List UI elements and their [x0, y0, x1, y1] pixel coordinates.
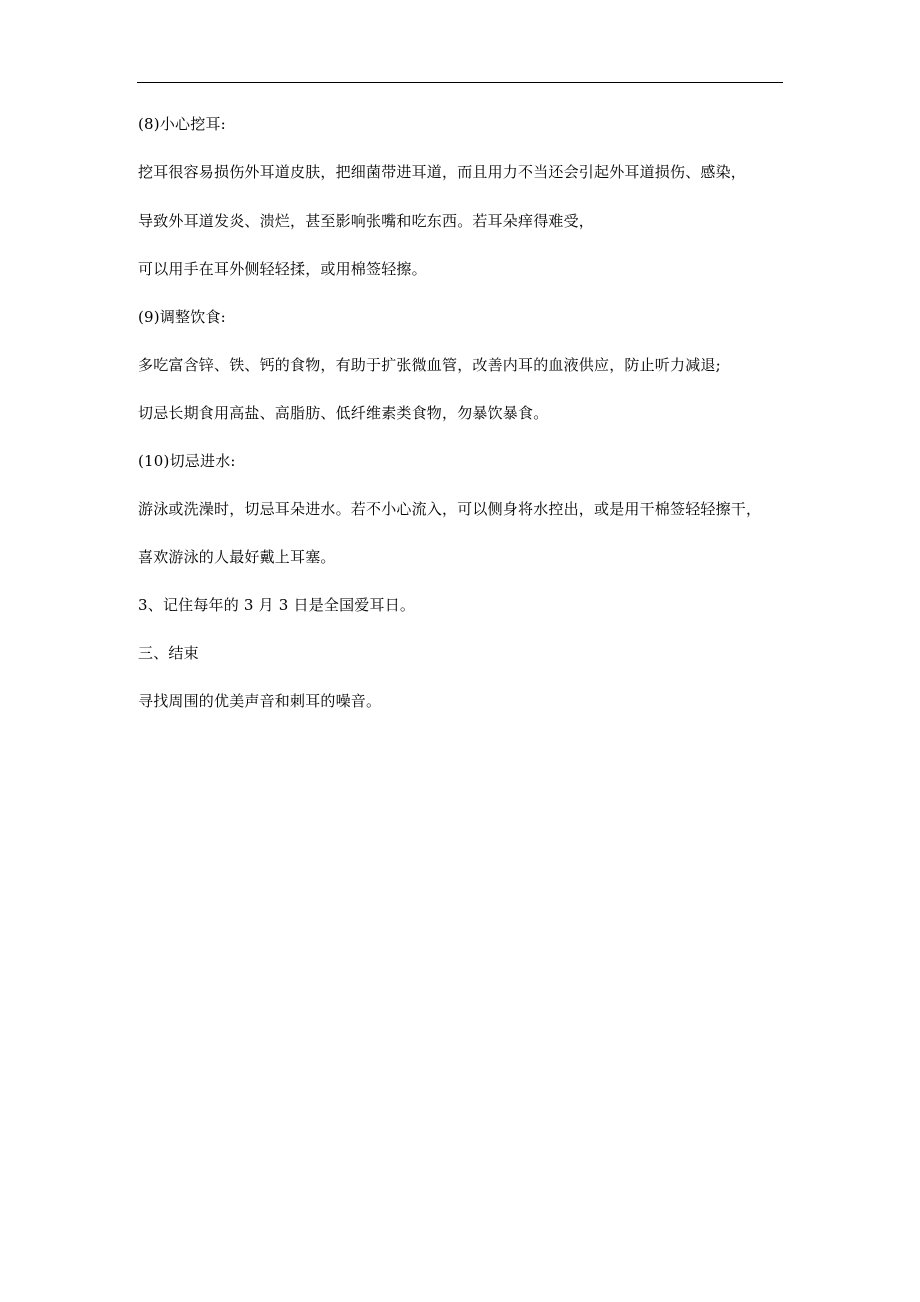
- paragraph-line: 寻找周围的优美声音和刺耳的噪音。: [138, 692, 382, 710]
- paragraph-line: 多吃富含锌、铁、钙的食物，有助于扩张微血管，改善内耳的血液供应，防止听力减退;: [138, 356, 721, 374]
- paragraph-line: 切忌长期食用高盐、高脂肪、低纤维素类食物，勿暴饮暴食。: [138, 404, 549, 422]
- header-rule: [137, 82, 783, 83]
- paragraph-line: 游泳或洗澡时，切忌耳朵进水。若不小心流入，可以侧身将水控出，或是用干棉签轻轻擦干，: [138, 500, 762, 518]
- paragraph-line: 挖耳很容易损伤外耳道皮肤，把细菌带进耳道，而且用力不当还会引起外耳道损伤、感染，: [138, 163, 747, 181]
- section-heading-conclusion: 三、结束: [138, 644, 199, 662]
- paragraph-line: 喜欢游泳的人最好戴上耳塞。: [138, 548, 336, 566]
- paragraph-line: 可以用手在耳外侧轻轻揉，或用棉签轻擦。: [138, 260, 427, 278]
- heading-adjust-diet: (9)调整饮食:: [138, 308, 226, 326]
- heading-careful-ear-picking: (8)小心挖耳:: [138, 115, 226, 133]
- ear-day-note: 3、记住每年的 3 月 3 日是全国爱耳日。: [138, 596, 416, 614]
- paragraph-line: 导致外耳道发炎、溃烂，甚至影响张嘴和吃东西。若耳朵痒得难受，: [138, 212, 595, 230]
- heading-avoid-water: (10)切忌进水:: [138, 452, 236, 470]
